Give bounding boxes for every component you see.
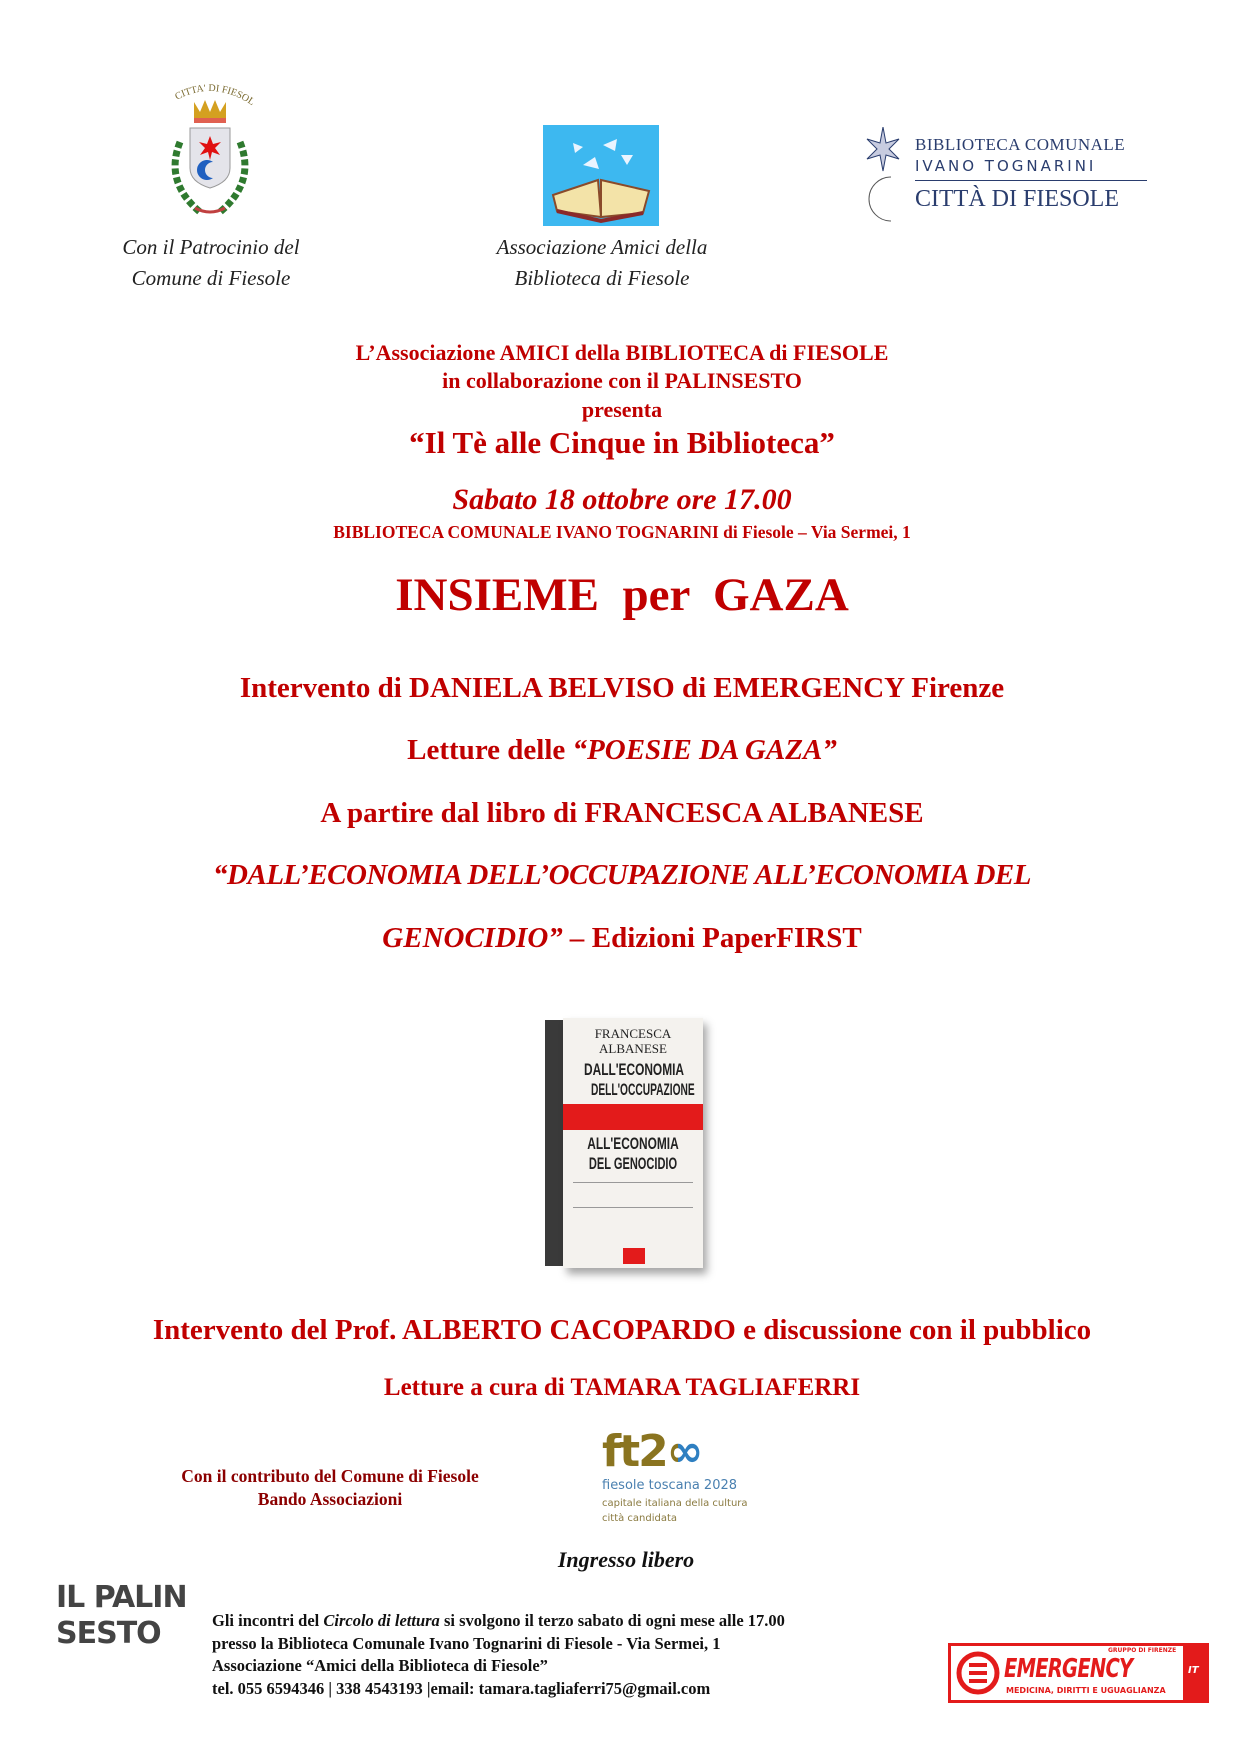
red-stripe bbox=[563, 1104, 703, 1130]
ft2028-logo: ft2∞ fiesole toscana 2028 capitale italiana della cultura città candidata bbox=[602, 1428, 792, 1536]
emergency-group: GRUPPO DI FIRENZE bbox=[1108, 1647, 1177, 1654]
palinsesto-logo-text: IL PALINSESTO bbox=[56, 1580, 187, 1651]
book-title-2: GENOCIDIO” – Edizioni PaperFIRST bbox=[382, 922, 862, 954]
book-cover-image bbox=[545, 1018, 710, 1273]
emergency-suffix: IT bbox=[1188, 1665, 1199, 1676]
book-front: FRANCESCA ALBANESE DALL'ECONOMIA DELL'OCCUPAZIONE ALL'ECONOMIA DEL GENOCIDIO bbox=[563, 1018, 703, 1268]
patronage-caption: Con il Patrocinio del Comune di Fiesole bbox=[122, 235, 300, 290]
readings-line: Letture delle “POESIE DA GAZA” bbox=[407, 734, 837, 766]
presents-line: presenta bbox=[581, 397, 663, 422]
book-title-1: “DALL’ECONOMIA DELL’OCCUPAZIONE ALL’ECONOMIA DEL bbox=[213, 859, 1031, 891]
contact-line: tel. 055 6594346 | 338 4543193 |email: tamara.tagliaferri75@gmail.com bbox=[212, 1678, 711, 1698]
palinsesto-logo bbox=[56, 1580, 190, 1698]
event-title: INSIEME per GAZA bbox=[395, 569, 849, 621]
association-book-logo bbox=[543, 125, 659, 226]
collaboration-line: in collaborazione con il PALINSESTO bbox=[442, 368, 802, 393]
emergency-wordmark: EMERGENCY bbox=[1004, 1654, 1133, 1684]
organizer-line: L’Associazione AMICI della BIBLIOTECA di FIESOLE bbox=[355, 340, 889, 365]
book-spine bbox=[545, 1020, 565, 1266]
event-venue: BIBLIOTECA COMUNALE IVANO TOGNARINI di Fiesole – Via Sermei, 1 bbox=[333, 522, 911, 542]
series-title: “Il Tè alle Cinque in Biblioteca” bbox=[409, 425, 835, 460]
association-caption: Associazione Amici della Biblioteca di Fiesole bbox=[496, 235, 708, 290]
divider bbox=[915, 180, 1147, 181]
library-name-2: IVANO TOGNARINI bbox=[915, 157, 1097, 175]
footer-info: Gli incontri del Circolo di lettura si svolgono il terzo sabato di ogni mese alle 17.00 presso la Biblioteca Comunale Ivano Tognarini di Fiesole - Via Sermei, 1 Associazione “Amici della Biblioteca di Fiesole” tel. 055 6594346 | 338 4543193 |email: tamara.tagliaferri75@gmail.com bbox=[212, 1610, 785, 1700]
coat-of-arms-logo bbox=[150, 82, 270, 222]
readings-by: Letture a cura di TAMARA TAGLIAFERRI bbox=[383, 1374, 861, 1401]
emergency-e-icon bbox=[956, 1651, 1000, 1695]
ft2028-mark: ft2∞ bbox=[602, 1428, 792, 1476]
emergency-logo bbox=[948, 1643, 1209, 1703]
library-name: BIBLIOTECA COMUNALE bbox=[915, 135, 1126, 154]
contribution-note: Con il contributo del Comune di Fiesole Bando Associazioni bbox=[181, 1466, 479, 1509]
speaker-1: Intervento di DANIELA BELVISO di EMERGENCY Firenze bbox=[239, 672, 1005, 704]
emergency-tagline: MEDICINA, DIRITTI E UGUAGLIANZA bbox=[1006, 1686, 1166, 1695]
free-entry: Ingresso libero bbox=[557, 1547, 695, 1572]
coat-of-arms-text: CITTA' DI FIESOL bbox=[173, 82, 257, 108]
event-date: Sabato 18 ottobre ore 17.00 bbox=[452, 483, 792, 516]
book-intro: A partire dal libro di FRANCESCA ALBANESE bbox=[320, 797, 924, 829]
library-logo bbox=[861, 127, 1151, 223]
speaker-2: Intervento del Prof. ALBERTO CACOPARDO e discussione con il pubblico bbox=[152, 1314, 1092, 1346]
library-city: CITTÀ DI FIESOLE bbox=[915, 186, 1119, 212]
